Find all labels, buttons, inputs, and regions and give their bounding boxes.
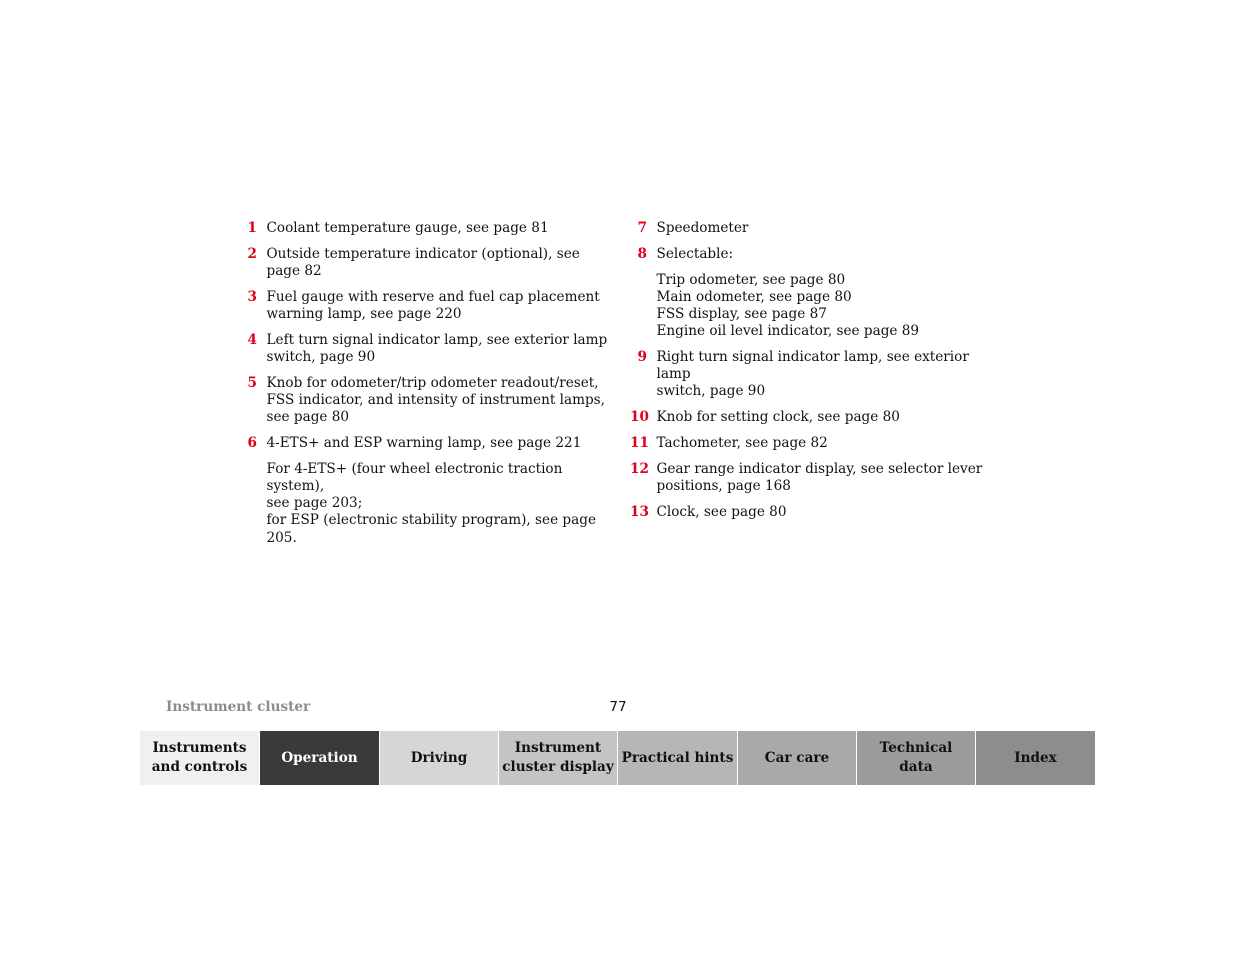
item-line: switch, page 90 bbox=[266, 349, 376, 365]
item-line: switch, page 90 bbox=[656, 383, 766, 400]
item-line: Fuel gauge with reserve and fuel cap placement bbox=[266, 288, 600, 305]
list-item bbox=[240, 220, 612, 237]
item-line: Knob for odometer/trip odometer readout/reset, bbox=[266, 374, 599, 391]
item-text bbox=[657, 246, 1003, 341]
list-item bbox=[630, 435, 1002, 452]
tab-label: Practical hints bbox=[621, 749, 734, 766]
item-subtext bbox=[657, 272, 1003, 341]
item-text bbox=[267, 375, 613, 427]
item-line: page 82 bbox=[266, 263, 322, 279]
tab-label: Car care bbox=[764, 749, 830, 766]
item-text bbox=[657, 461, 1003, 495]
item-number: 5 bbox=[247, 374, 257, 391]
item-number: 1 bbox=[247, 220, 257, 236]
list-item bbox=[240, 246, 612, 280]
item-line: 4-ETS+ and ESP warning lamp, see page 221 bbox=[266, 435, 582, 451]
item-text bbox=[657, 220, 1003, 237]
page-number: 77 bbox=[609, 699, 627, 715]
item-number: 11 bbox=[630, 435, 649, 451]
item-number: 9 bbox=[637, 349, 647, 365]
item-line: Right turn signal indicator lamp, see exterior lamp bbox=[656, 349, 969, 383]
item-line: Gear range indicator display, see selector lever bbox=[656, 460, 983, 477]
tab-instrument-cluster-display[interactable] bbox=[499, 731, 618, 785]
item-line: Knob for setting clock, see page 80 bbox=[656, 409, 900, 426]
item-number: 13 bbox=[630, 503, 649, 520]
item-number: 10 bbox=[630, 409, 649, 426]
item-line: FSS indicator, and intensity of instrument lamps, bbox=[266, 392, 605, 408]
list-item bbox=[240, 289, 612, 323]
item-line: Engine oil level indicator, see page 89 bbox=[656, 323, 920, 340]
item-line: Tachometer, see page 82 bbox=[656, 435, 828, 451]
item-text bbox=[657, 504, 1003, 521]
tab-car-care[interactable] bbox=[738, 731, 857, 785]
item-line: For 4-ETS+ (four wheel electronic traction system), bbox=[266, 460, 563, 494]
list-item bbox=[630, 349, 1002, 401]
tab-index[interactable] bbox=[976, 731, 1095, 785]
item-line: Clock, see page 80 bbox=[656, 503, 787, 520]
item-text bbox=[267, 220, 613, 237]
tab-label: Index bbox=[1014, 749, 1057, 766]
list-item bbox=[240, 332, 612, 366]
tab-label: Operation bbox=[281, 749, 358, 766]
tab-driving[interactable] bbox=[380, 731, 499, 785]
tab-technical-data[interactable] bbox=[857, 731, 976, 785]
tab-label: Driving bbox=[410, 749, 468, 766]
chapter-nav-bar bbox=[140, 731, 1095, 785]
item-number: 4 bbox=[247, 331, 257, 348]
item-text bbox=[657, 349, 1003, 401]
item-number: 12 bbox=[630, 460, 649, 477]
left-column bbox=[240, 220, 612, 555]
list-item bbox=[630, 461, 1002, 495]
item-subtext bbox=[267, 461, 613, 547]
list-item bbox=[630, 246, 1002, 341]
right-column bbox=[630, 220, 1002, 530]
item-line: see page 203; bbox=[266, 495, 363, 512]
item-text bbox=[657, 435, 1003, 452]
item-line: Outside temperature indicator (optional), see bbox=[266, 245, 580, 262]
item-number: 2 bbox=[247, 245, 257, 262]
list-item bbox=[630, 220, 1002, 237]
item-text bbox=[267, 289, 613, 323]
tab-practical-hints[interactable] bbox=[618, 731, 738, 785]
item-number: 6 bbox=[247, 435, 257, 451]
item-line: Main odometer, see page 80 bbox=[656, 288, 852, 305]
item-text bbox=[267, 246, 613, 280]
item-line: Coolant temperature gauge, see page 81 bbox=[266, 220, 549, 236]
section-title: Instrument cluster bbox=[166, 699, 311, 715]
item-number: 8 bbox=[637, 245, 647, 262]
item-line: see page 80 bbox=[266, 409, 350, 426]
tab-instruments-and-controls[interactable] bbox=[140, 731, 260, 785]
item-line: Trip odometer, see page 80 bbox=[656, 271, 846, 288]
item-line: positions, page 168 bbox=[656, 478, 791, 494]
item-line: Speedometer bbox=[656, 220, 749, 236]
list-item bbox=[630, 409, 1002, 426]
list-item bbox=[240, 375, 612, 427]
item-number: 3 bbox=[247, 288, 257, 305]
item-line: warning lamp, see page 220 bbox=[266, 306, 462, 322]
item-text bbox=[267, 332, 613, 366]
tab-label: Instrument cluster display bbox=[502, 740, 614, 775]
item-line: for ESP (electronic stability program), see page 205. bbox=[266, 512, 596, 546]
item-line: Left turn signal indicator lamp, see exterior lamp bbox=[266, 331, 608, 348]
item-number: 7 bbox=[637, 220, 647, 236]
tab-operation[interactable] bbox=[260, 731, 380, 785]
item-text bbox=[267, 435, 613, 547]
list-item bbox=[240, 435, 612, 547]
item-line: FSS display, see page 87 bbox=[656, 306, 827, 322]
list-item bbox=[630, 504, 1002, 521]
item-line: Selectable: bbox=[656, 245, 734, 262]
item-text bbox=[657, 409, 1003, 426]
tab-label: Technical data bbox=[879, 740, 953, 775]
tab-label: Instruments and controls bbox=[151, 740, 248, 775]
